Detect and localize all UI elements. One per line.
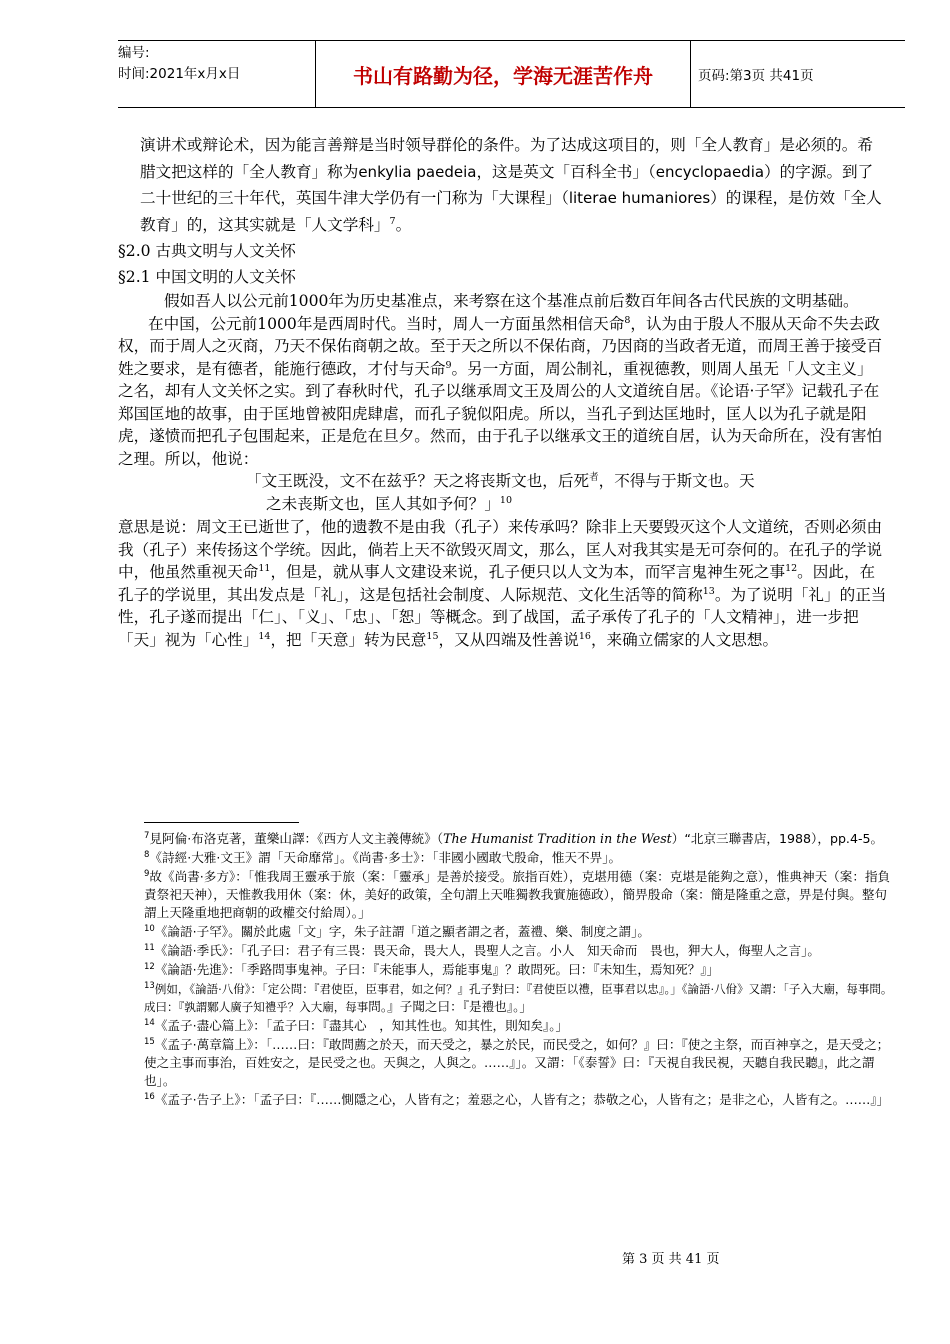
footnote-text: 問。』子聞之曰：『是禮也』。」 <box>368 999 532 1014</box>
latin-term: literae humaniores <box>568 189 711 207</box>
paragraph <box>118 313 888 471</box>
footnote-number: 15 <box>144 1036 155 1047</box>
footnote-text: 例如，《論語·八佾》：「定公問：『君使臣，臣事君，如之何？』孔子對曰：『君使臣以禮，臣事君以忠』。」《論語·八佾》又謂：「子入大廟，每事問。成曰：『孰謂鄹人廣子知禮乎？入大廟，每事 <box>144 982 893 1014</box>
text-run: ）的课程，是仿效「全人教育」的，这其实就是「人文学科」 <box>140 189 882 234</box>
block-quote <box>118 470 888 516</box>
page-header <box>118 40 905 108</box>
text-run: 意思是说：周文王已逝世了，他的遗教不是由我（孔子）来传承吗？除非上天要毁灭这个人文道统，否则必须由我（孔子）来传扬这个学统。因此，倘若上天不欲毁灭周文，那么，匡人对我其实是无可奈何的。在孔子的学说中，他虽然重视天命 <box>118 518 883 581</box>
text-run: 。因此，在孔子的学说里，其出发点是「礼」，这是包括社会制度、人际规范、文化生活等的简称 <box>118 563 876 604</box>
footnote-text: 《孟子·萬章篇上》：「……曰：『敢問薦之於天，而天受之，暴之於民，而民受之，如何？』曰：『使之主祭，而百神享之，是天受之；使之主事而事治，百姓安之，是民受之也。天與之，人與之。……』」。又謂：「《泰誓》曰：『天視自我民視，天聽自我民聽』，此之謂也」。 <box>144 1037 890 1088</box>
footnote-9 <box>144 868 896 922</box>
footnote-ref: 11 <box>258 562 271 574</box>
subsection-heading: §2.1 中国文明的人文关怀 <box>118 268 296 286</box>
footnote-number: 11 <box>144 942 155 953</box>
paragraph: 假如吾人以公元前1000年为历史基准点，来考察在这个基准点前后数百年间各古代民族的文明基础。 <box>164 292 859 310</box>
footnote-number: 10 <box>144 923 155 934</box>
footnote-text: 《孟子·盡心篇上》：「孟子曰：『盡其心 ，知其性也。知其性，則知矣』。」 <box>154 1018 569 1033</box>
footnote-13 <box>144 980 896 1016</box>
footnote-7 <box>144 830 896 848</box>
quote-line: 之未丧斯文也，匡人其如予何？」 <box>266 495 500 513</box>
document-body <box>118 132 888 651</box>
footnote-number: 7 <box>144 830 150 841</box>
text-run: 在中国，公元前1000年是西周时代。当时，周人一方面虽然相信天命 <box>148 314 625 333</box>
footnote-10 <box>144 923 896 941</box>
text-run: ，把「天意」转为民意 <box>270 630 427 649</box>
text-run: ，但是，就从事人文建设来说，孔子便只以人文为本，而罕言鬼神生死之事 <box>270 563 786 581</box>
footnote-number: 9 <box>144 868 150 879</box>
text-run: 演讲术或辩论术，因为能言善辩是当时领导群伦的条件。为了达成这项目的，则「全人教育」是必须的。希腊文把这样的「全人教育」称为 <box>140 136 873 181</box>
footnote-text: 《論語·先進》：「季路問事鬼神。子曰：『未能事人，焉能事鬼』？敢問死。曰：『未知生，焉知死？』」 <box>154 962 720 977</box>
text-run: ，又从四端及性善说 <box>438 630 579 649</box>
text-run: ，来确立儒家的人文思想。 <box>590 630 779 649</box>
footnote-12 <box>144 961 896 979</box>
header-number-label: 编号: <box>118 45 150 61</box>
footnote-text: 見阿倫·布洛克著，董樂山譯：《西方人文主義傳統》（ <box>149 831 444 846</box>
footnote-ref: 7 <box>389 215 396 227</box>
footnote-ref: 8 <box>624 314 631 326</box>
text-run: 。为了说明「礼」的正当性，孔子遂而提出「仁」、「义」、「忠」、「恕」等概念。到了战国，孟子承传了孔子的「人文精神」，进一步把「天」视为「心性」 <box>118 585 887 649</box>
english-term: encyclopaedia <box>655 162 765 181</box>
footnote-number: 12 <box>144 961 155 972</box>
paragraph <box>118 516 888 651</box>
paragraph-continued <box>118 132 888 238</box>
footnote-number: 16 <box>144 1091 155 1102</box>
text-run: 。 <box>395 215 412 234</box>
footnote-ref: 9 <box>445 359 452 371</box>
footnote-number: 8 <box>144 849 150 860</box>
footnote-text: 《論語·季氏》：「孔子曰：君子有三畏：畏天命，畏大人，畏聖人之言。小人 知天命而 畏也，狎大人，侮聖人之言」。 <box>154 943 820 958</box>
footnote-text: 《詩經·大雅·文王》謂「天命靡常」。《尚書·多士》：「非國小國敢弋殷命，惟天不畀」。 <box>149 850 622 865</box>
footnote-text: 《論語·子罕》。關於此處「文」字，朱子註謂「道之顯者謂之者，蓋禮、樂、制度之謂」。 <box>154 924 650 939</box>
footnote-number: 13 <box>144 980 155 991</box>
page-number: 第 3 页 共 41 页 <box>622 1252 720 1267</box>
quote-line: ，不得与于斯文也。天 <box>598 472 755 490</box>
header-page-label: 页码:第3页 共41页 <box>698 68 814 84</box>
footnote-ref: 13 <box>702 585 715 597</box>
footnote-ref: 10 <box>499 494 513 506</box>
footnote-11 <box>144 942 896 960</box>
text-run: ，这是英文「百科全书」（ <box>476 162 656 181</box>
footnote-text: 《孟子·告子上》：「孟子曰：『……惻隱之心，人皆有之；羞惡之心，人皆有之；恭敬之心，人皆有之；是非之心，人皆有之。……』」 <box>154 1092 890 1107</box>
text-run: ，认为由于殷人不服从天命不失去政权，而于周人之灭商，乃天不保佑商朝之故。至于天之所以不保佑商，乃因商的当政者无道，而周王善于接受百姓之要求，是有德者，能施行德政，才付与天命 <box>118 314 883 378</box>
footnote-text: ）“北京三聯書店，1988），pp.4-5。 <box>671 831 884 846</box>
inline-gloss: 者 <box>589 471 599 483</box>
footnote-text: 故《尚書·多方》：「惟我周王靈承于旅（案：「靈承」是善於接受。旅指百姓），克堪用德（案：克堪是能夠之意），惟典神天（案：指負責祭祀天神），天惟教我用休（案：休，美好的政策，全句謂上天唯獨教我實施德政），簡畀殷命（案：簡是隆重之意，畀是付與。整句謂上天隆重地把商朝的政權交付給周）。」 <box>144 869 891 920</box>
book-title: The Humanist Tradition in the West <box>443 831 672 846</box>
footnote-ref: 12 <box>785 562 798 574</box>
quote-line: 「文王既没，文不在兹乎？天之将丧斯文也，后死 <box>246 472 590 490</box>
footnote-separator <box>144 822 299 823</box>
header-motto: 书山有路勤为径，学海无涯苦作舟 <box>315 41 691 107</box>
footnote-15 <box>144 1036 896 1090</box>
footnote-ref: 14 <box>258 630 271 642</box>
footnote-16 <box>144 1091 896 1109</box>
header-meta <box>118 41 315 109</box>
text-run: 。另一方面，周公制礼，重视德教，则周人虽无「人文主义」之名，却有人文关怀之实。到了春秋时代，孔子以继承周文王及周公的人文道统自居。《论语·子罕》记载孔子在郑国匡地的故事，由于匡地曾被阳虎肆虐，而孔子貌似阳虎。所以，当孔子到达匡地时，匡人以为孔子就是阳虎，遂愤而把孔子包围起来，正是危在旦夕。然而，由于孔子以继承文王的道统自居，认为天命所在，没有害怕之理。所以，他说： <box>118 359 883 468</box>
section-heading: §2.0 古典文明与人文关怀 <box>118 242 296 260</box>
footnote-14 <box>144 1017 896 1035</box>
footnotes <box>144 830 896 1110</box>
footnote-8 <box>144 849 896 867</box>
footnote-ref: 16 <box>578 630 591 642</box>
header-time-label: 时间:2021年x月x日 <box>118 66 241 82</box>
footnote-number: 14 <box>144 1017 155 1028</box>
text-run: ）的字源。到了二十世纪的三十年代，英国牛津大学仍有一门称为「大课程」（ <box>140 162 874 207</box>
greek-term: enkylia paedeia <box>358 162 477 181</box>
footnote-ref: 15 <box>426 630 439 642</box>
